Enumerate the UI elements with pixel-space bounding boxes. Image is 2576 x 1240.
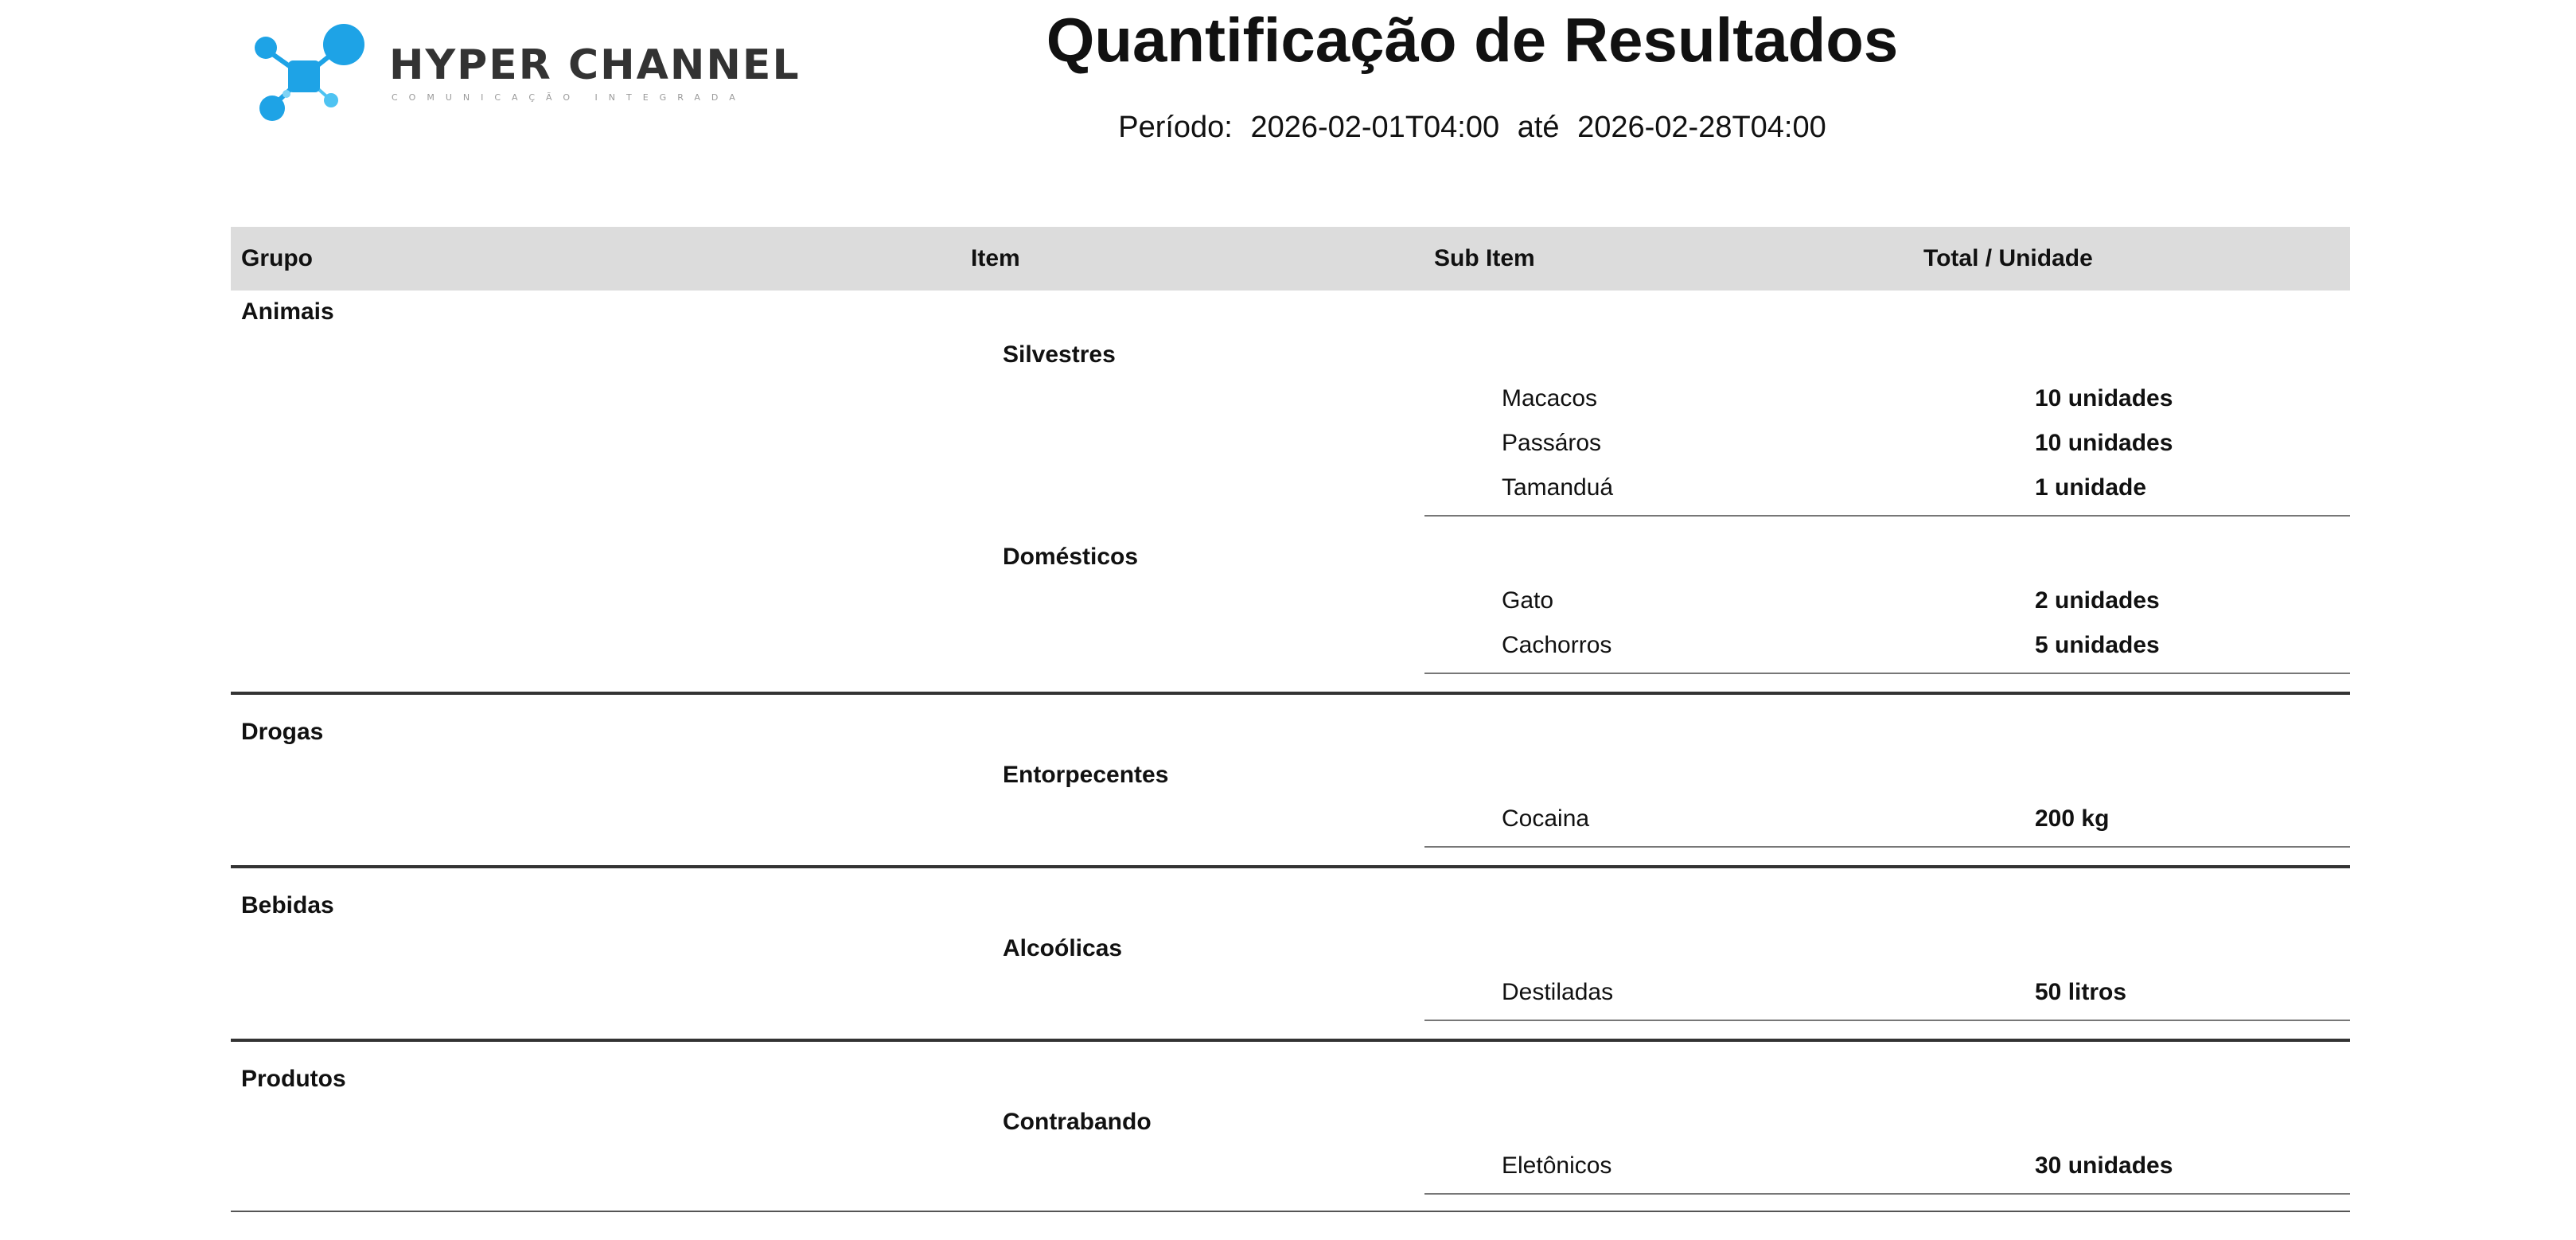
subitem-name: Tamanduá (1502, 474, 1614, 501)
group-row (231, 291, 2350, 695)
group-label: Drogas (241, 719, 324, 745)
subitem-list (1424, 1144, 2350, 1195)
subitem-row (1424, 376, 2350, 421)
subitem-row (1424, 623, 2350, 668)
item-row (231, 754, 2350, 848)
period-start: 2026-02-01T04:00 (1250, 111, 1500, 144)
subitem-name: Cachorros (1502, 632, 1612, 658)
item-row (231, 927, 2350, 1021)
subitem-row (1424, 797, 2350, 841)
logo-tagline: COMUNICAÇÃO INTEGRADA (392, 92, 746, 103)
period-label: Período: (1118, 111, 1233, 144)
subitem-name: Macacos (1502, 385, 1598, 411)
subitem-row (1424, 466, 2350, 510)
subitem-name: Eletônicos (1502, 1152, 1612, 1179)
subitem-total: 5 unidades (2035, 632, 2160, 658)
subitem-name: Cocaina (1502, 805, 1590, 832)
header-sub-item: Sub Item (1434, 245, 1535, 271)
molecule-logo-icon (242, 18, 377, 129)
report-title: Quantificação de Resultados (1046, 5, 1899, 75)
subitem-row (1424, 579, 2350, 623)
logo-name: HYPER CHANNEL (389, 41, 801, 89)
item-label: Entorpecentes (1003, 762, 1169, 788)
group-label: Bebidas (241, 892, 334, 918)
subitem-name: Gato (1502, 587, 1554, 614)
subitem-row (1424, 421, 2350, 466)
subitem-list (1424, 970, 2350, 1021)
subitem-total: 50 litros (2035, 979, 2127, 1005)
header-total: Total / Unidade (1923, 245, 2093, 271)
table-header (231, 227, 2350, 291)
item-row (231, 1101, 2350, 1195)
subitem-list (1424, 376, 2350, 517)
subitem-row (1424, 1144, 2350, 1188)
subitem-name: Passáros (1502, 430, 1602, 456)
subitem-total: 200 kg (2035, 805, 2110, 832)
item-row (231, 333, 2350, 517)
subitem-total: 10 unidades (2035, 385, 2173, 411)
results-table (231, 227, 2350, 1212)
subitem-name: Destiladas (1502, 979, 1614, 1005)
item-label: Domésticos (1003, 544, 1139, 570)
header-grupo: Grupo (241, 245, 313, 271)
period-separator: até (1517, 111, 1560, 144)
subitem-total: 2 unidades (2035, 587, 2160, 614)
company-logo (242, 18, 801, 129)
subitem-total: 10 unidades (2035, 430, 2173, 456)
group-row (231, 1042, 2350, 1212)
item-label: Alcoólicas (1003, 935, 1123, 961)
period-end: 2026-02-28T04:00 (1577, 111, 1826, 144)
item-row (231, 536, 2350, 674)
group-label: Produtos (241, 1066, 346, 1092)
subitem-total: 1 unidade (2035, 474, 2147, 501)
item-label: Silvestres (1003, 341, 1116, 368)
subitem-list (1424, 579, 2350, 674)
subitem-list (1424, 797, 2350, 848)
subitem-row (1424, 970, 2350, 1015)
report-period (1035, 105, 1910, 150)
subitem-total: 30 unidades (2035, 1152, 2173, 1179)
group-row (231, 868, 2350, 1042)
item-label: Contrabando (1003, 1109, 1152, 1135)
group-row (231, 695, 2350, 868)
header-item: Item (971, 245, 1020, 271)
group-label: Animais (241, 298, 334, 325)
